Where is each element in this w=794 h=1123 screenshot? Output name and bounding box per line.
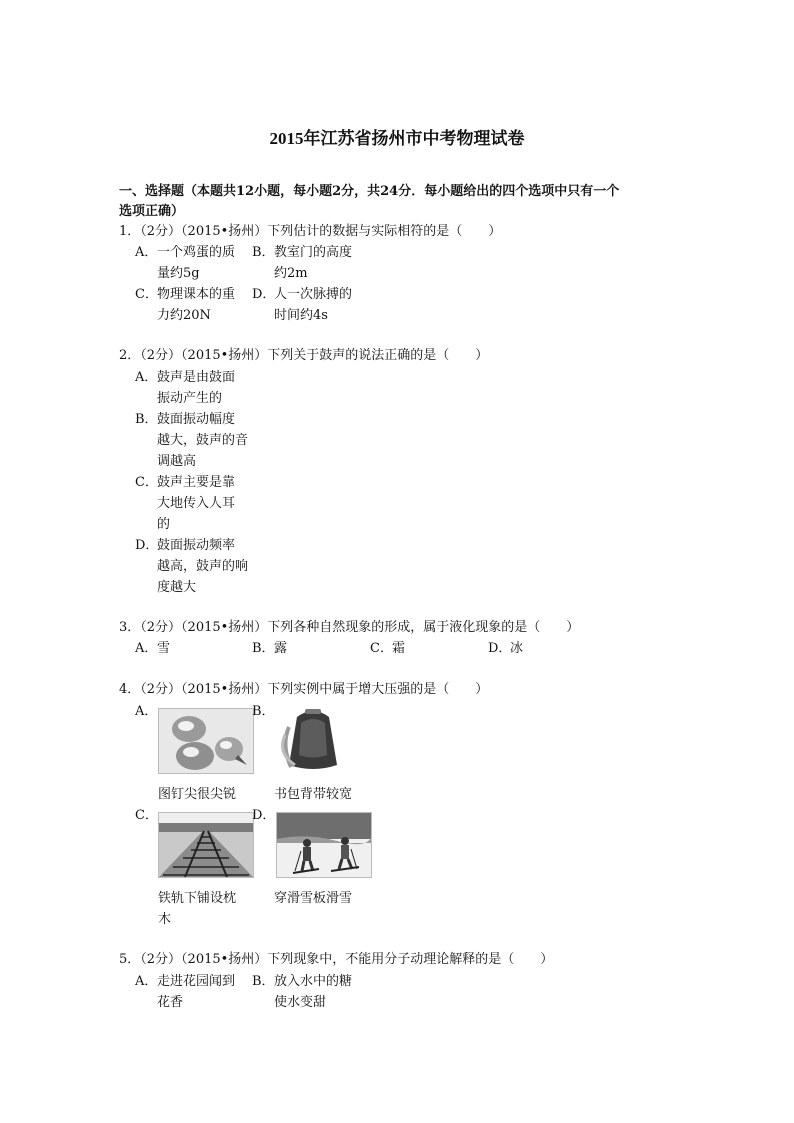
q5-option-b-line1: 放入水中的糖	[274, 974, 353, 989]
q1-option-d-line2: 时间约4s	[274, 308, 328, 323]
q2-option-a-letter: A．	[135, 370, 158, 385]
q2-option-c-line2: 大地传入人耳	[157, 496, 236, 511]
q3-option-b-letter: B．	[252, 641, 275, 656]
q3-option-d-letter: D．	[488, 641, 512, 656]
q3-option-c-letter: C．	[370, 641, 393, 656]
q2-option-b-line1: 鼓面振动幅度	[157, 412, 236, 427]
section-heading-line2: 选项正确）	[119, 204, 185, 219]
q3-option-a-letter: A．	[135, 641, 158, 656]
section-heading-line1: 一、选择题（本题共12小题，每小题2分，共24分．每小题给出的四个选项中只有一个	[119, 184, 620, 199]
q1-option-c-line2: 力约20N	[157, 308, 211, 323]
q5-option-a-line1: 走进花园闻到	[157, 974, 236, 989]
q5-option-b-letter: B．	[252, 974, 275, 989]
q2-option-b-letter: B．	[135, 412, 158, 427]
q1-option-d-letter: D．	[252, 287, 276, 302]
q2-option-d-line3: 度越大	[157, 580, 197, 595]
q4-option-a-letter: A．	[135, 704, 158, 719]
q1-option-c-line1: 物理课本的重	[157, 287, 236, 302]
q2-option-d-letter: D．	[135, 538, 159, 553]
q1-option-c-letter: C．	[135, 287, 158, 302]
question-5-stem: 5．（2分）（2015•扬州）下列现象中，不能用分子动理论解释的是（ ）	[119, 952, 554, 967]
railway-photo-icon	[158, 812, 254, 878]
backpack-photo-icon	[275, 705, 351, 775]
q2-option-a-line1: 鼓声是由鼓面	[157, 370, 236, 385]
q4-option-b-caption: 书包背带较宽	[274, 787, 353, 802]
q1-option-a-letter: A．	[135, 245, 158, 260]
q1-option-b-line2: 约2m	[274, 266, 308, 281]
q1-option-b-line1: 教室门的高度	[274, 245, 353, 260]
q3-option-a-text: 雪	[157, 641, 171, 656]
q2-option-c-letter: C．	[135, 475, 158, 490]
question-3-stem: 3．（2分）（2015•扬州）下列各种自然现象的形成，属于液化现象的是（ ）	[119, 620, 580, 635]
q4-option-d-caption: 穿滑雪板滑雪	[274, 891, 353, 906]
question-4-stem: 4．（2分）（2015•扬州）下列实例中属于增大压强的是（ ）	[119, 682, 489, 697]
q4-option-a-caption: 图钉尖很尖锐	[158, 787, 237, 802]
q2-option-d-line1: 鼓面振动频率	[157, 538, 236, 553]
q1-option-a-line1: 一个鸡蛋的质	[157, 245, 236, 260]
q5-option-a-letter: A．	[135, 974, 158, 989]
q1-option-d-line1: 人一次脉搏的	[274, 287, 353, 302]
q2-option-b-line3: 调越高	[157, 454, 197, 469]
q4-option-c-caption-line1: 铁轨下铺设枕	[158, 891, 237, 906]
q4-option-d-letter: D．	[252, 808, 276, 823]
q1-option-a-line2: 量约5g	[157, 266, 200, 281]
q4-option-c-caption-line2: 木	[158, 912, 172, 927]
q5-option-a-line2: 花香	[157, 995, 184, 1010]
question-2-stem: 2．（2分）（2015•扬州）下列关于鼓声的说法正确的是（ ）	[119, 348, 489, 363]
q3-option-c-text: 霜	[392, 641, 406, 656]
thumbtack-photo-icon	[158, 708, 254, 774]
q4-option-c-letter: C．	[135, 808, 158, 823]
q3-option-d-text: 冰	[510, 641, 524, 656]
q3-option-b-text: 露	[274, 641, 288, 656]
q2-option-c-line3: 的	[157, 517, 171, 532]
q1-option-b-letter: B．	[252, 245, 275, 260]
q2-option-b-line2: 越大，鼓声的音	[157, 433, 249, 448]
q2-option-d-line2: 越高，鼓声的响	[157, 559, 249, 574]
q2-option-a-line2: 振动产生的	[157, 391, 223, 406]
skiing-photo-icon	[276, 812, 372, 878]
question-1-stem: 1．（2分）（2015•扬州）下列估计的数据与实际相符的是（ ）	[119, 224, 502, 239]
q5-option-b-line2: 使水变甜	[274, 995, 327, 1010]
q4-option-b-letter: B．	[252, 704, 275, 719]
q2-option-c-line1: 鼓声主要是靠	[157, 475, 236, 490]
page-title: 2015年江苏省扬州市中考物理试卷	[269, 129, 525, 148]
